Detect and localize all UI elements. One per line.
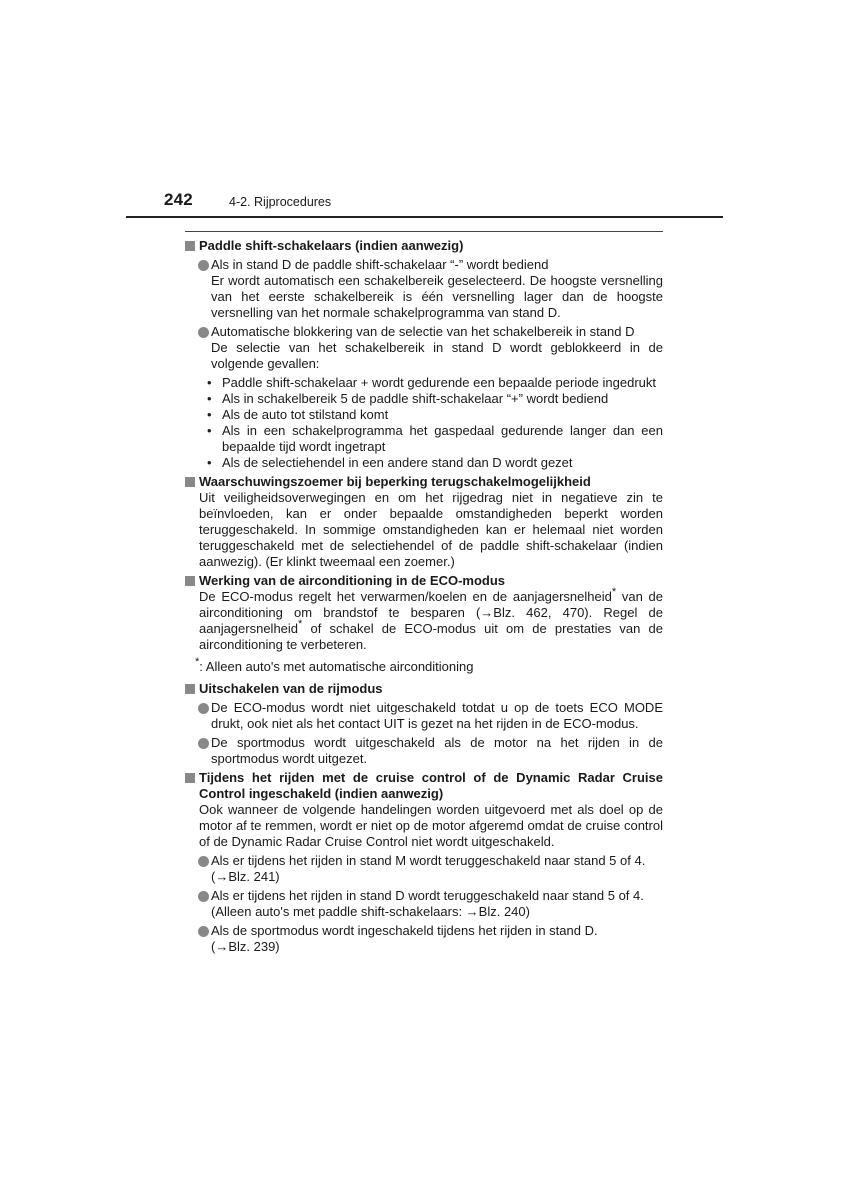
header-rule [126,216,723,218]
square-bullet-icon [185,241,195,251]
list-item: • Als in schakelbereik 5 de paddle shift-schakelaar “+” wordt bediend [207,391,609,406]
section-title: 4-2. Rijprocedures [229,195,332,209]
eco-footnote: *: Alleen auto's met automatische airconditioning [195,655,474,674]
disable-bullet-1: De ECO-modus wordt niet uitgeschakeld totdat u op de toets ECO MODE drukt, ook niet als het contact UIT is gezet na het rijden in de ECO-modus. [185,700,663,732]
eco-text: De ECO-modus regelt het verwarmen/koelen en de aanjagersnelheid* van de airconditioning om brandstof te besparen (→Blz. 462, 470). Regel de aanjagersnelheid* of schakel de ECO-modus uit om de prestaties van de airconditioning te verbeteren. [199,585,663,652]
paddle-bullet-2 [185,324,663,372]
content-rule [185,231,663,232]
heading-eco-mode: Werking van de airconditioning in de ECO-modus [185,573,663,589]
heading-disable-drive-mode: Uitschakelen van de rijmodus [185,681,663,697]
heading-cruise-control: Tijdens het rijden met de cruise control of de Dynamic Radar Cruise Control ingeschakeld (indien aanwezig) [185,770,663,802]
page-number: 242 [164,190,193,209]
heading-warning-buzzer: Waarschuwingszoemer bij beperking terugschakelmogelijkheid [185,474,663,490]
circle-bullet-icon [198,260,209,271]
circle-bullet-icon [198,327,209,338]
heading-paddle-shift: Paddle shift-schakelaars (indien aanwezig) [185,238,663,254]
paddle-bullet-1-title: Als in stand D de paddle shift-schakelaar “-” wordt bediend [211,257,549,272]
footnote-asterisk: * [611,585,617,598]
cruise-bullet-2: Als er tijdens het rijden in stand D wordt teruggeschakeld naar stand 5 of 4. (Alleen auto's met paddle shift-schakelaars: →Blz. 240) [185,888,663,920]
list-item: • Als in een schakelprogramma het gaspedaal gedurende langer dan een bepaalde tijd wordt ingetrapt [207,423,663,454]
square-bullet-icon [185,576,195,586]
cruise-bullet-1: Als er tijdens het rijden in stand M wordt teruggeschakeld naar stand 5 of 4. (→Blz. 241) [185,853,663,885]
paddle-bullet-1 [185,257,663,321]
list-item: • Paddle shift-schakelaar + wordt gedurende een bepaalde periode ingedrukt [207,375,656,390]
paddle-bullet-2-title: Automatische blokkering van de selectie van het schakelbereik in stand D [211,324,635,339]
cruise-text: Ook wanneer de volgende handelingen worden uitgevoerd met als doel op de motor af te remmen, wordt er niet op de motor afgeremd omdat de cruise control of de Dynamic Radar Cruise Control niet wordt uitgeschakeld. [199,802,663,849]
circle-bullet-icon [198,891,209,902]
circle-bullet-icon [198,703,209,714]
footnote-asterisk: * [298,617,303,630]
cruise-bullet-3: Als de sportmodus wordt ingeschakeld tijdens het rijden in stand D. (→Blz. 239) [185,923,663,955]
page-content [185,235,663,955]
square-bullet-icon [185,773,195,783]
list-item: • Als de selectiehendel in een andere stand dan D wordt gezet [207,455,573,470]
paddle-bullet-2-text: De selectie van het schakelbereik in stand D wordt geblokkeerd in de volgende gevallen: [211,340,663,371]
circle-bullet-icon [198,926,209,937]
square-bullet-icon [185,477,195,487]
paddle-bullet-1-text: Er wordt automatisch een schakelbereik geselecteerd. De hoogste versnelling van het eerste schakelbereik is één versnelling lager dan de hoogste versnelling van het normale schakelprogramma van stand D. [211,273,663,320]
disable-bullet-2: De sportmodus wordt uitgeschakeld als de motor na het rijden in de sportmodus wordt uitgezet. [185,735,663,767]
circle-bullet-icon [198,856,209,867]
warning-text: Uit veiligheidsoverwegingen en om het rijgedrag niet in negatieve zin te beïnvloeden, kan er onder bepaalde omstandigheden beperkt worden teruggeschakeld. In sommige omstandigheden kan er helemaal niet worden teruggeschakeld met de selectiehendel of de paddle shift-schakelaar (indien aanwezig). (Er klinkt tweemaal een zoemer.) [199,490,663,569]
circle-bullet-icon [198,738,209,749]
list-item: • Als de auto tot stilstand komt [207,407,389,422]
square-bullet-icon [185,684,195,694]
